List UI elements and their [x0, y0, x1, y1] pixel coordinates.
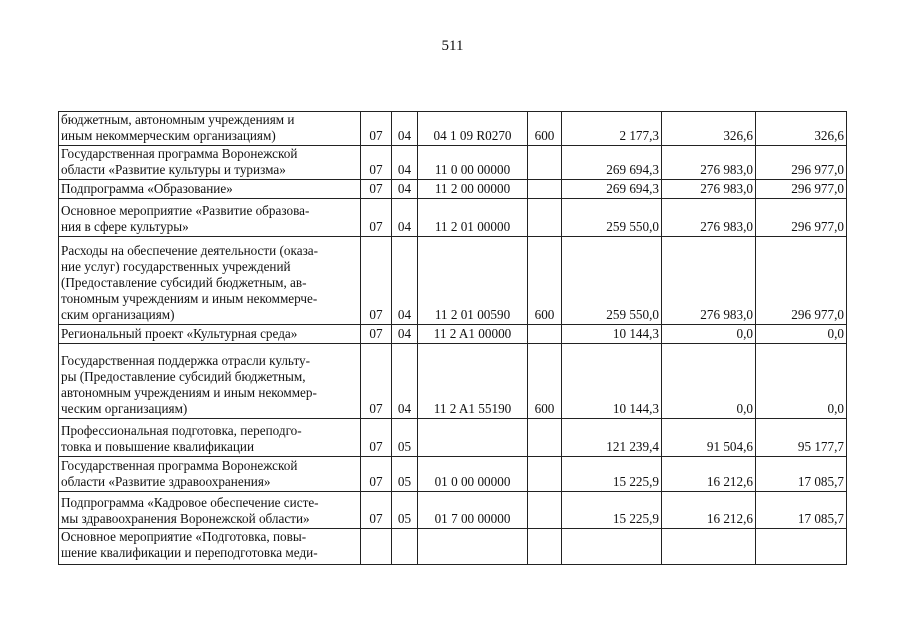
target-article-cell: 01 0 00 00000	[418, 457, 528, 492]
table-row	[59, 237, 847, 325]
expense-type-cell	[528, 529, 562, 565]
subsection-code-cell: 04	[392, 237, 418, 325]
target-article-cell	[418, 419, 528, 457]
table-row	[59, 492, 847, 529]
target-article-cell: 04 1 09 R0270	[418, 112, 528, 146]
section-code-cell: 07	[361, 492, 392, 529]
amount-year3-cell	[756, 529, 847, 565]
table-row	[59, 146, 847, 180]
amount-year2-cell: 276 983,0	[662, 146, 756, 180]
subsection-code-cell: 04	[392, 325, 418, 344]
amount-year3-cell: 296 977,0	[756, 180, 847, 199]
subsection-code-cell	[392, 529, 418, 565]
target-article-cell: 11 2 A1 00000	[418, 325, 528, 344]
table-row	[59, 180, 847, 199]
target-article-cell: 11 0 00 00000	[418, 146, 528, 180]
section-code-cell: 07	[361, 457, 392, 492]
section-code-cell: 07	[361, 180, 392, 199]
row-name-cell: Государственная поддержка отрасли культу- ры (Предоставление субсидий бюджетным, автономным учреждениям и иным некоммер- ческим организациям)	[59, 344, 361, 419]
amount-year1-cell: 2 177,3	[562, 112, 662, 146]
table-row	[59, 325, 847, 344]
table-row	[59, 419, 847, 457]
subsection-code-cell: 05	[392, 492, 418, 529]
amount-year3-cell: 296 977,0	[756, 237, 847, 325]
amount-year3-cell: 296 977,0	[756, 146, 847, 180]
table-row	[59, 199, 847, 237]
target-article-cell: 01 7 00 00000	[418, 492, 528, 529]
expense-type-cell: 600	[528, 237, 562, 325]
target-article-cell: 11 2 00 00000	[418, 180, 528, 199]
expense-type-cell	[528, 146, 562, 180]
amount-year3-cell: 0,0	[756, 325, 847, 344]
expense-type-cell	[528, 325, 562, 344]
table-row	[59, 112, 847, 146]
subsection-code-cell: 04	[392, 199, 418, 237]
amount-year2-cell: 16 212,6	[662, 457, 756, 492]
amount-year2-cell: 276 983,0	[662, 199, 756, 237]
target-article-cell: 11 2 A1 55190	[418, 344, 528, 419]
section-code-cell: 07	[361, 419, 392, 457]
row-name-cell: Основное мероприятие «Подготовка, повы- шение квалификации и переподготовка меди-	[59, 529, 361, 565]
row-name-cell: Подпрограмма «Кадровое обеспечение систе- мы здравоохранения Воронежской области»	[59, 492, 361, 529]
target-article-cell: 11 2 01 00000	[418, 199, 528, 237]
expense-type-cell	[528, 492, 562, 529]
amount-year2-cell: 326,6	[662, 112, 756, 146]
amount-year3-cell: 296 977,0	[756, 199, 847, 237]
section-code-cell: 07	[361, 325, 392, 344]
section-code-cell: 07	[361, 112, 392, 146]
amount-year1-cell: 15 225,9	[562, 457, 662, 492]
target-article-cell	[418, 529, 528, 565]
amount-year1-cell: 121 239,4	[562, 419, 662, 457]
row-name-cell: Региональный проект «Культурная среда»	[59, 325, 361, 344]
subsection-code-cell: 05	[392, 419, 418, 457]
section-code-cell: 07	[361, 344, 392, 419]
row-name-cell: Основное мероприятие «Развитие образова- ния в сфере культуры»	[59, 199, 361, 237]
row-name-cell: Профессиональная подготовка, переподго- товка и повышение квалификации	[59, 419, 361, 457]
amount-year2-cell: 0,0	[662, 344, 756, 419]
row-name-cell: бюджетным, автономным учреждениям и иным некоммерческим организациям)	[59, 112, 361, 146]
expense-type-cell: 600	[528, 112, 562, 146]
subsection-code-cell: 04	[392, 180, 418, 199]
amount-year2-cell: 16 212,6	[662, 492, 756, 529]
subsection-code-cell: 04	[392, 112, 418, 146]
amount-year1-cell: 259 550,0	[562, 199, 662, 237]
amount-year3-cell: 0,0	[756, 344, 847, 419]
expense-type-cell	[528, 180, 562, 199]
section-code-cell: 07	[361, 146, 392, 180]
amount-year2-cell: 276 983,0	[662, 237, 756, 325]
expense-type-cell	[528, 419, 562, 457]
section-code-cell	[361, 529, 392, 565]
amount-year3-cell: 326,6	[756, 112, 847, 146]
subsection-code-cell: 04	[392, 146, 418, 180]
row-name-cell: Государственная программа Воронежской области «Развитие здравоохранения»	[59, 457, 361, 492]
amount-year1-cell	[562, 529, 662, 565]
expense-type-cell	[528, 199, 562, 237]
amount-year1-cell: 269 694,3	[562, 180, 662, 199]
section-code-cell: 07	[361, 237, 392, 325]
table-row	[59, 344, 847, 419]
row-name-cell: Государственная программа Воронежской области «Развитие культуры и туризма»	[59, 146, 361, 180]
amount-year3-cell: 17 085,7	[756, 457, 847, 492]
amount-year1-cell: 269 694,3	[562, 146, 662, 180]
page-number: 511	[441, 38, 464, 54]
amount-year3-cell: 17 085,7	[756, 492, 847, 529]
row-name-cell: Подпрограмма «Образование»	[59, 180, 361, 199]
subsection-code-cell: 04	[392, 344, 418, 419]
table-row	[59, 529, 847, 565]
amount-year2-cell	[662, 529, 756, 565]
amount-year2-cell: 91 504,6	[662, 419, 756, 457]
expense-type-cell: 600	[528, 344, 562, 419]
subsection-code-cell: 05	[392, 457, 418, 492]
amount-year1-cell: 259 550,0	[562, 237, 662, 325]
amount-year3-cell: 95 177,7	[756, 419, 847, 457]
amount-year1-cell: 15 225,9	[562, 492, 662, 529]
table-row	[59, 457, 847, 492]
expense-type-cell	[528, 457, 562, 492]
budget-table	[58, 111, 847, 565]
amount-year2-cell: 276 983,0	[662, 180, 756, 199]
amount-year1-cell: 10 144,3	[562, 325, 662, 344]
amount-year1-cell: 10 144,3	[562, 344, 662, 419]
amount-year2-cell: 0,0	[662, 325, 756, 344]
section-code-cell: 07	[361, 199, 392, 237]
row-name-cell: Расходы на обеспечение деятельности (оказа- ние услуг) государственных учреждений (Предоставление субсидий бюджетным, ав- тономным учреждениям и иным некоммерче- ским организациям)	[59, 237, 361, 325]
target-article-cell: 11 2 01 00590	[418, 237, 528, 325]
